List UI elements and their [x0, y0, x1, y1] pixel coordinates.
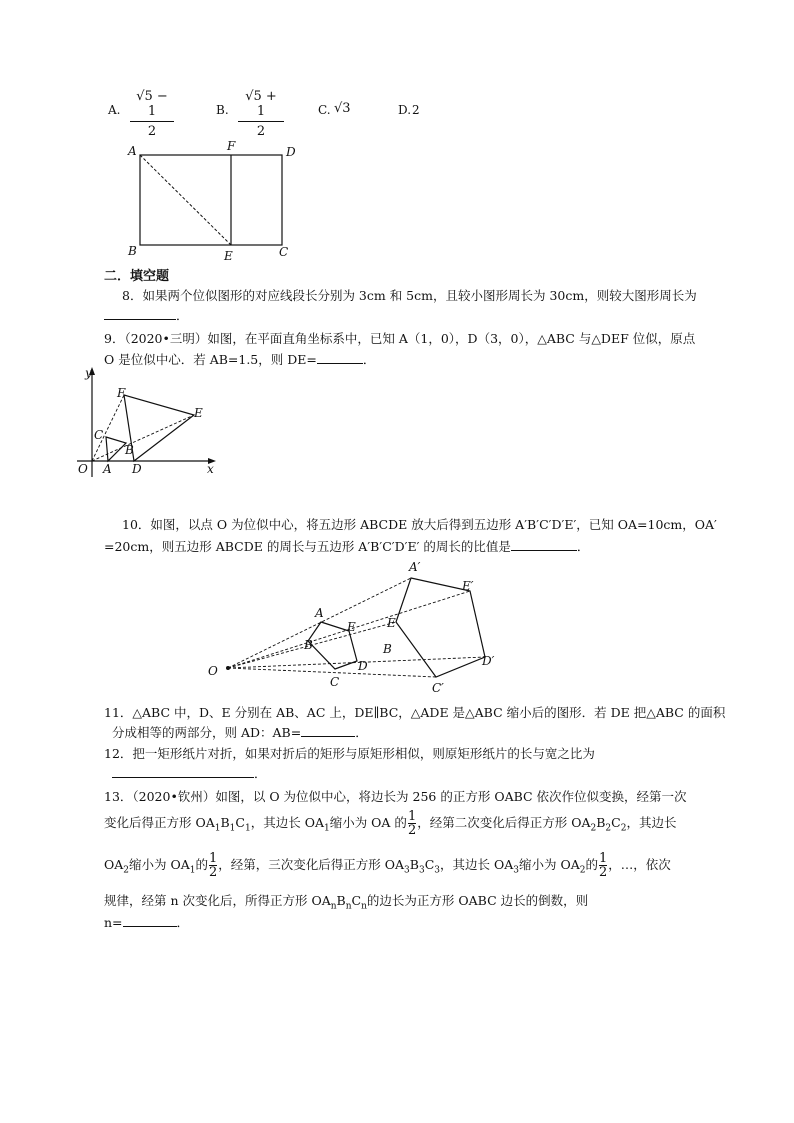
q13-answer-blank[interactable] — [123, 914, 177, 927]
q9-line1: 9．（2020•三明）如图，在平面直角坐标系中，已知 A（1，0），D（3，0），△ABC 与△DEF 位似，原点 — [104, 331, 696, 346]
label-d: D — [132, 462, 142, 476]
label-e: E — [194, 406, 203, 420]
q12-answer-blank[interactable] — [112, 765, 254, 778]
label-e-small: E — [347, 620, 356, 634]
option-b-fraction — [238, 89, 284, 139]
label-a: A — [315, 606, 324, 620]
q12-line2 — [112, 764, 267, 782]
option-b-label: B. — [216, 103, 229, 117]
fraction-one-half: $\frac{1}{2}$ — [209, 851, 218, 880]
q13-line5: n= ． — [104, 915, 190, 930]
option-a-denominator: 2 — [147, 124, 157, 139]
option-d-label: D. — [398, 103, 412, 117]
label-a: A — [128, 144, 137, 158]
option-d-value: 2 — [412, 103, 420, 117]
q9-line2-end: ． — [362, 352, 376, 367]
label-o: O — [208, 664, 218, 678]
q13-line3: $OA_2$缩小为 $OA_1$的 $\frac{1}{2}$ ，经第，三次变化后得正方形 $OA_3B_3C_3$，其边长 $OA_3$缩小为 $OA_2$的 $\frac{1}{2}$ ，…，依次 — [104, 851, 671, 880]
section-heading: 二．填空题 — [104, 269, 170, 284]
label-f: F — [227, 139, 236, 153]
option-a-label: A. — [108, 103, 121, 117]
center-point-o — [226, 666, 230, 670]
label-a-prime: A′ — [409, 560, 421, 574]
diagonal-ae — [140, 155, 231, 245]
pentagon-figure — [200, 555, 510, 695]
label-x: x — [207, 462, 214, 476]
q11-answer-blank[interactable] — [301, 724, 355, 737]
q9-answer-blank[interactable] — [317, 351, 363, 364]
option-b-denominator: 2 — [256, 124, 266, 139]
label-c: C — [94, 428, 104, 442]
q12-line2-end: ． — [254, 766, 267, 781]
q8-line2-end: ． — [176, 308, 189, 323]
fraction-one-half: $\frac{1}{2}$ — [407, 809, 417, 838]
q13-line2: 变化后得正方形 $OA_1B_1C_1$，其边长 $OA_1$缩小为 OA 的 $\frac{1}{2}$ ，经第二次变化后得正方形 $OA_2B_2C_2$，其边长 — [104, 809, 677, 838]
label-a: A — [103, 462, 112, 476]
label-c: C — [279, 245, 289, 259]
q10-line2-start: =20cm，则五边形 ABCDE 的周长与五边形 A′B′C′D′E′ 的周长的比值是 — [104, 539, 511, 554]
option-a-numerator: √5 − 1 — [136, 89, 168, 119]
fraction-one-half: $\frac{1}{2}$ — [599, 851, 608, 880]
label-d: D — [358, 659, 368, 673]
triangle-abc — [106, 437, 126, 461]
label-e-prime: E′ — [462, 579, 474, 593]
rectangle-figure — [120, 138, 300, 266]
label-o: O — [78, 462, 88, 476]
q11-line2-start: 分成相等的两部分，则 AD：AB= — [112, 725, 302, 740]
q12-line1: 12．把一矩形纸片对折，如果对折后的矩形与原矩形相似，则原矩形纸片的长与宽之比为 — [104, 746, 595, 761]
option-b-numerator: √5 + 1 — [245, 89, 277, 119]
label-d-prime: D′ — [482, 654, 495, 668]
label-e: E — [224, 249, 233, 263]
option-a-fraction — [130, 89, 174, 139]
label-y: y — [85, 366, 92, 380]
projection-rays — [228, 578, 485, 677]
label-b: B — [125, 443, 134, 457]
label-f: F — [117, 386, 126, 400]
q11-line2 — [112, 723, 368, 741]
option-c-label: C. — [318, 103, 331, 117]
q10-line2-end: ． — [576, 539, 590, 554]
q10-line1: 10．如图，以点 O 为位似中心，将五边形 ABCDE 放大后得到五边形 A′B′C′D′E′，已知 OA=10cm，OA′ — [122, 517, 717, 532]
label-b: B — [304, 638, 313, 652]
q13-line4: 规律，经第 n 次变化后，所得正方形 $OA_nB_nC_n$的边长为正方形 OABC 边长的倒数，则 — [104, 893, 589, 912]
label-d: D — [286, 145, 296, 159]
q11-line2-end: ． — [355, 725, 368, 740]
rect-abcd — [140, 155, 282, 245]
q8-answer-blank[interactable] — [104, 307, 176, 320]
label-c-prime: C′ — [432, 681, 444, 695]
option-c-value: √3 — [334, 101, 351, 116]
coordinate-figure — [72, 365, 222, 483]
triangle-def — [124, 395, 194, 461]
q10-line2 — [104, 537, 589, 555]
q9-line2-start: O 是位似中心．若 AB=1.5，则 DE= — [104, 352, 317, 367]
label-c: C — [330, 675, 340, 689]
q8-line1: 8．如果两个位似图形的对应线段长分别为 3cm 和 5cm，且较小图形周长为 30cm，则较大图形周长为 — [122, 288, 697, 303]
q11-line1: 11．△ABC 中，D、E 分别在 AB、AC 上，DE∥BC，△ADE 是△ABC 缩小后的图形．若 DE 把△ABC 的面积 — [104, 705, 726, 720]
label-b-large: B — [383, 642, 392, 656]
q8-line2 — [104, 306, 189, 324]
q10-answer-blank[interactable] — [511, 538, 577, 551]
label-b: B — [128, 244, 137, 258]
q13-line1: 13．（2020•钦州）如图，以 O 为位似中心，将边长为 256 的正方形 OABC 依次作位似变换，经第一次 — [104, 789, 687, 804]
label-e-large: E — [387, 616, 396, 630]
